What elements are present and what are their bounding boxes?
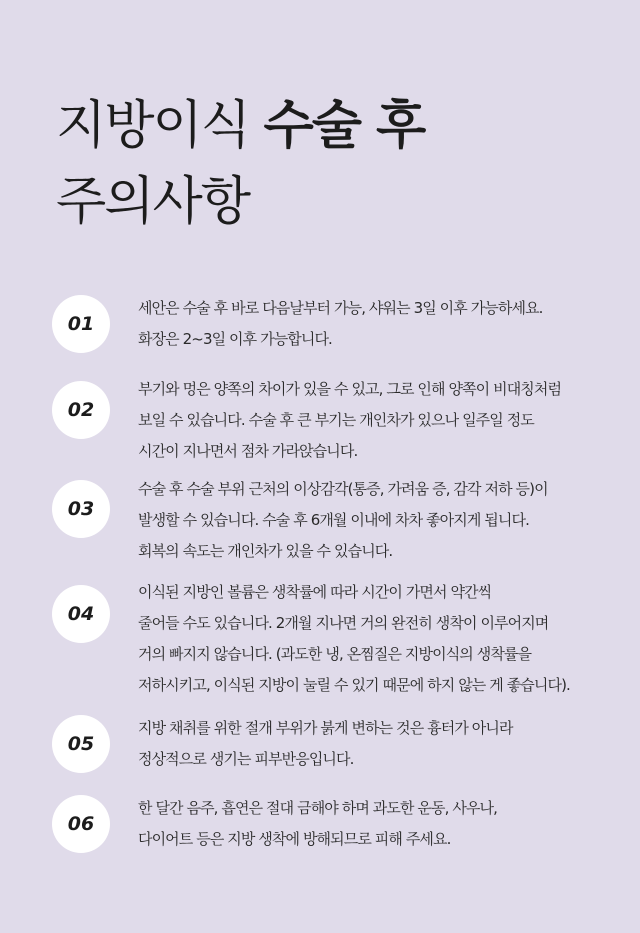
page-title bbox=[56, 88, 616, 240]
title-line-2: 주의사항 bbox=[56, 172, 249, 232]
item-text bbox=[138, 713, 623, 775]
item-text-line: 화장은 2~3일 이후 가능합니다. bbox=[138, 330, 332, 348]
item-number-badge: 02 bbox=[52, 381, 110, 439]
item-text-line: 보일 수 있습니다. 수술 후 큰 부기는 개인차가 있으나 일주일 정도 bbox=[138, 411, 534, 429]
item-text bbox=[138, 793, 623, 855]
title-light-text: 지방이식 bbox=[56, 96, 264, 156]
item-text-line: 시간이 지나면서 점차 가라앉습니다. bbox=[138, 442, 358, 460]
item-text-line: 수술 후 수술 부위 근처의 이상감각(통증, 가려움 증, 감각 저하 등)이 bbox=[138, 480, 548, 498]
item-text-line: 세안은 수술 후 바로 다음날부터 가능, 샤워는 3일 이후 가능하세요. bbox=[138, 299, 543, 317]
item-text bbox=[138, 577, 623, 701]
item-text-line: 지방 채취를 위한 절개 부위가 붉게 변하는 것은 흉터가 아니라 bbox=[138, 719, 513, 737]
item-text-line: 발생할 수 있습니다. 수술 후 6개월 이내에 차차 좋아지게 됩니다. bbox=[138, 511, 529, 529]
item-text-line: 거의 빠지지 않습니다. (과도한 냉, 온찜질은 지방이식의 생착률을 bbox=[138, 645, 532, 663]
title-bold-text: 수술 후 bbox=[263, 96, 425, 156]
item-text bbox=[138, 374, 623, 467]
item-text-line: 저하시키고, 이식된 지방이 눌릴 수 있기 때문에 하지 않는 게 좋습니다). bbox=[138, 676, 570, 694]
title-line-1 bbox=[56, 88, 616, 164]
item-text bbox=[138, 474, 623, 567]
item-text-line: 줄어들 수도 있습니다. 2개월 지나면 거의 완전히 생착이 이루어지며 bbox=[138, 614, 549, 632]
item-number-badge: 04 bbox=[52, 585, 110, 643]
item-number-badge: 05 bbox=[52, 715, 110, 773]
item-text-line: 다이어트 등은 지방 생착에 방해되므로 피해 주세요. bbox=[138, 830, 451, 848]
item-text-line: 부기와 멍은 양쪽의 차이가 있을 수 있고, 그로 인해 양쪽이 비대칭처럼 bbox=[138, 380, 562, 398]
item-number-badge: 01 bbox=[52, 295, 110, 353]
item-text-line: 이식된 지방인 볼륨은 생착률에 따라 시간이 가면서 약간씩 bbox=[138, 583, 492, 601]
item-text-line: 정상적으로 생기는 피부반응입니다. bbox=[138, 750, 354, 768]
item-text bbox=[138, 293, 623, 355]
item-number-badge: 03 bbox=[52, 480, 110, 538]
item-text-line: 회복의 속도는 개인차가 있을 수 있습니다. bbox=[138, 542, 393, 560]
item-number-badge: 06 bbox=[52, 795, 110, 853]
item-text-line: 한 달간 음주, 흡연은 절대 금해야 하며 과도한 운동, 사우나, bbox=[138, 799, 497, 817]
